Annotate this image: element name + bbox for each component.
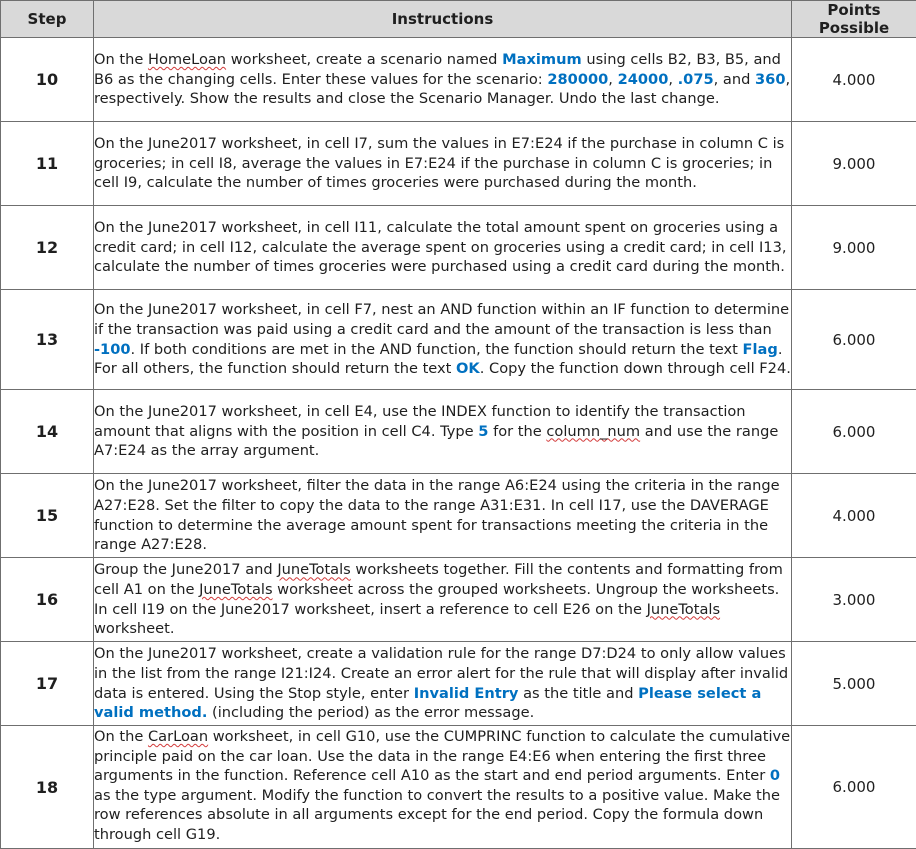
step-number: 15 xyxy=(1,474,94,558)
instruction-text xyxy=(94,218,791,277)
instruction-segment: and use the range A7:E24 as the array argument. xyxy=(94,423,778,460)
highlighted-value: OK xyxy=(456,360,480,377)
instruction-segment: , xyxy=(668,71,677,88)
instruction-cell xyxy=(94,726,792,849)
table-row xyxy=(1,38,916,122)
points-value: 9.000 xyxy=(792,206,916,290)
instruction-segment: as the title and xyxy=(518,685,638,702)
highlighted-value: -100 xyxy=(94,341,131,358)
instruction-cell xyxy=(94,38,792,122)
highlighted-value: Invalid Entry xyxy=(414,685,519,702)
instruction-segment: On the June2017 worksheet, in cell F7, nest an AND function within an IF function to determine if the transaction was paid using a credit card and the amount of the transaction is less than xyxy=(94,301,789,338)
highlighted-value: 280000 xyxy=(547,71,608,88)
instruction-segment: On the June2017 worksheet, in cell I7, sum the values in E7:E24 if the purchase in column C is groceries; in cell I8, average the values in E7:E24 if the purchase in column C is groceries; in cell I9, calculate the number of times groceries were purchased during the month. xyxy=(94,135,784,191)
step-number: 18 xyxy=(1,726,94,849)
step-number: 13 xyxy=(1,290,94,390)
points-value: 3.000 xyxy=(792,558,916,642)
points-value: 5.000 xyxy=(792,642,916,726)
spellcheck-word: CarLoan xyxy=(148,728,208,745)
instruction-segment: On the xyxy=(94,51,148,68)
instruction-segment: worksheet. xyxy=(94,620,175,637)
spellcheck-word: column_num xyxy=(546,423,640,440)
instruction-text xyxy=(94,300,791,378)
highlighted-value: Please select a valid method. xyxy=(94,685,761,722)
instruction-text xyxy=(94,402,791,461)
instruction-segment: worksheet across the grouped worksheets. Ungroup the worksheets. In cell I19 on the June2017 worksheet, insert a reference to cell E26 on the xyxy=(94,581,779,618)
table-row xyxy=(1,206,916,290)
instruction-segment: Group the June2017 and xyxy=(94,561,277,578)
instruction-text xyxy=(94,134,791,193)
table-row xyxy=(1,558,916,642)
instruction-segment: On the June2017 worksheet, filter the data in the range A6:E24 using the criteria in the range A27:E28. Set the filter to copy the data to the range A31:E31. In cell I17, use the DAVERAGE function to determine the average amount spent for transactions meeting the criteria in the range A27:E28. xyxy=(94,477,780,553)
instruction-cell xyxy=(94,390,792,474)
step-number: 14 xyxy=(1,390,94,474)
instruction-segment: (including the period) as the error message. xyxy=(207,704,534,721)
instruction-segment: , and xyxy=(714,71,755,88)
instruction-segment: On the xyxy=(94,728,148,745)
highlighted-value: 360 xyxy=(755,71,785,88)
points-value: 6.000 xyxy=(792,390,916,474)
instruction-segment: On the June2017 worksheet, in cell E4, use the INDEX function to identify the transaction amount that aligns with the position in cell C4. Type xyxy=(94,403,746,440)
instruction-text xyxy=(94,560,791,638)
instruction-segment: . If both conditions are met in the AND function, the function should return the text xyxy=(131,341,743,358)
spellcheck-word: JuneTotals xyxy=(199,581,272,598)
instruction-segment: On the June2017 worksheet, create a validation rule for the range D7:D24 to only allow values in the list from the range I21:I24. Create an error alert for the rule that will display after invalid data is entered. Using the Stop style, enter xyxy=(94,645,788,701)
step-column-header: Step xyxy=(1,1,94,38)
points-value: 9.000 xyxy=(792,122,916,206)
highlighted-value: 24000 xyxy=(618,71,669,88)
instruction-cell xyxy=(94,558,792,642)
step-number: 16 xyxy=(1,558,94,642)
instruction-segment: . Copy the function down through cell F24. xyxy=(480,360,791,377)
instruction-segment: , xyxy=(608,71,617,88)
table-row xyxy=(1,474,916,558)
spellcheck-word: JuneTotals xyxy=(277,561,350,578)
points-header-line1: Points xyxy=(827,1,880,19)
points-column-header xyxy=(792,1,916,38)
instruction-segment: worksheets together. Fill the contents and formatting from cell A1 on the xyxy=(94,561,783,598)
step-number: 11 xyxy=(1,122,94,206)
table-row xyxy=(1,390,916,474)
points-value: 6.000 xyxy=(792,290,916,390)
instruction-segment: . For all others, the function should return the text xyxy=(94,341,782,378)
instruction-segment: as the type argument. Modify the function to convert the results to a positive value. Make the row references absolute in all arguments except for the end period. Copy the formula down through cell G19. xyxy=(94,787,780,843)
spellcheck-word: JuneTotals xyxy=(647,601,720,618)
points-value: 4.000 xyxy=(792,38,916,122)
instruction-text xyxy=(94,644,791,722)
instruction-cell xyxy=(94,122,792,206)
instruction-text xyxy=(94,476,791,554)
header-row xyxy=(1,1,916,38)
instruction-segment: using cells B2, B3, B5, and B6 as the changing cells. Enter these values for the scenario: xyxy=(94,51,781,88)
instruction-segment: On the June2017 worksheet, in cell I11, calculate the total amount spent on groceries using a credit card; in cell I12, calculate the average spent on groceries using a credit card; in cell I13, calculate the number of times groceries were purchased using a credit card during the month. xyxy=(94,219,787,275)
instruction-segment: worksheet, in cell G10, use the CUMPRINC function to calculate the cumulative principle paid on the car loan. Use the data in the range E4:E6 when entering the first three arguments in the function. Reference cell A10 as the start and end period arguments. Enter xyxy=(94,728,790,784)
instructions-column-header: Instructions xyxy=(94,1,792,38)
instruction-cell xyxy=(94,206,792,290)
points-value: 6.000 xyxy=(792,726,916,849)
table-body xyxy=(1,38,916,849)
points-value: 4.000 xyxy=(792,474,916,558)
instruction-segment: worksheet, create a scenario named xyxy=(226,51,502,68)
table-row xyxy=(1,642,916,726)
instruction-text xyxy=(94,726,791,846)
instruction-cell xyxy=(94,642,792,726)
highlighted-value: 0 xyxy=(770,767,780,784)
table-row xyxy=(1,726,916,849)
instruction-cell xyxy=(94,474,792,558)
step-number: 10 xyxy=(1,38,94,122)
table-row xyxy=(1,122,916,206)
instruction-cell xyxy=(94,290,792,390)
instruction-segment: , respectively. Show the results and close the Scenario Manager. Undo the last change. xyxy=(94,71,790,108)
instruction-segment: for the xyxy=(488,423,546,440)
spellcheck-word: HomeLoan xyxy=(148,51,226,68)
highlighted-value: Maximum xyxy=(502,51,582,68)
instruction-text xyxy=(94,50,791,109)
highlighted-value: 5 xyxy=(478,423,488,440)
step-number: 12 xyxy=(1,206,94,290)
points-header-line2: Possible xyxy=(819,19,889,37)
highlighted-value: Flag xyxy=(743,341,778,358)
highlighted-value: .075 xyxy=(678,71,714,88)
table-row xyxy=(1,290,916,390)
step-number: 17 xyxy=(1,642,94,726)
